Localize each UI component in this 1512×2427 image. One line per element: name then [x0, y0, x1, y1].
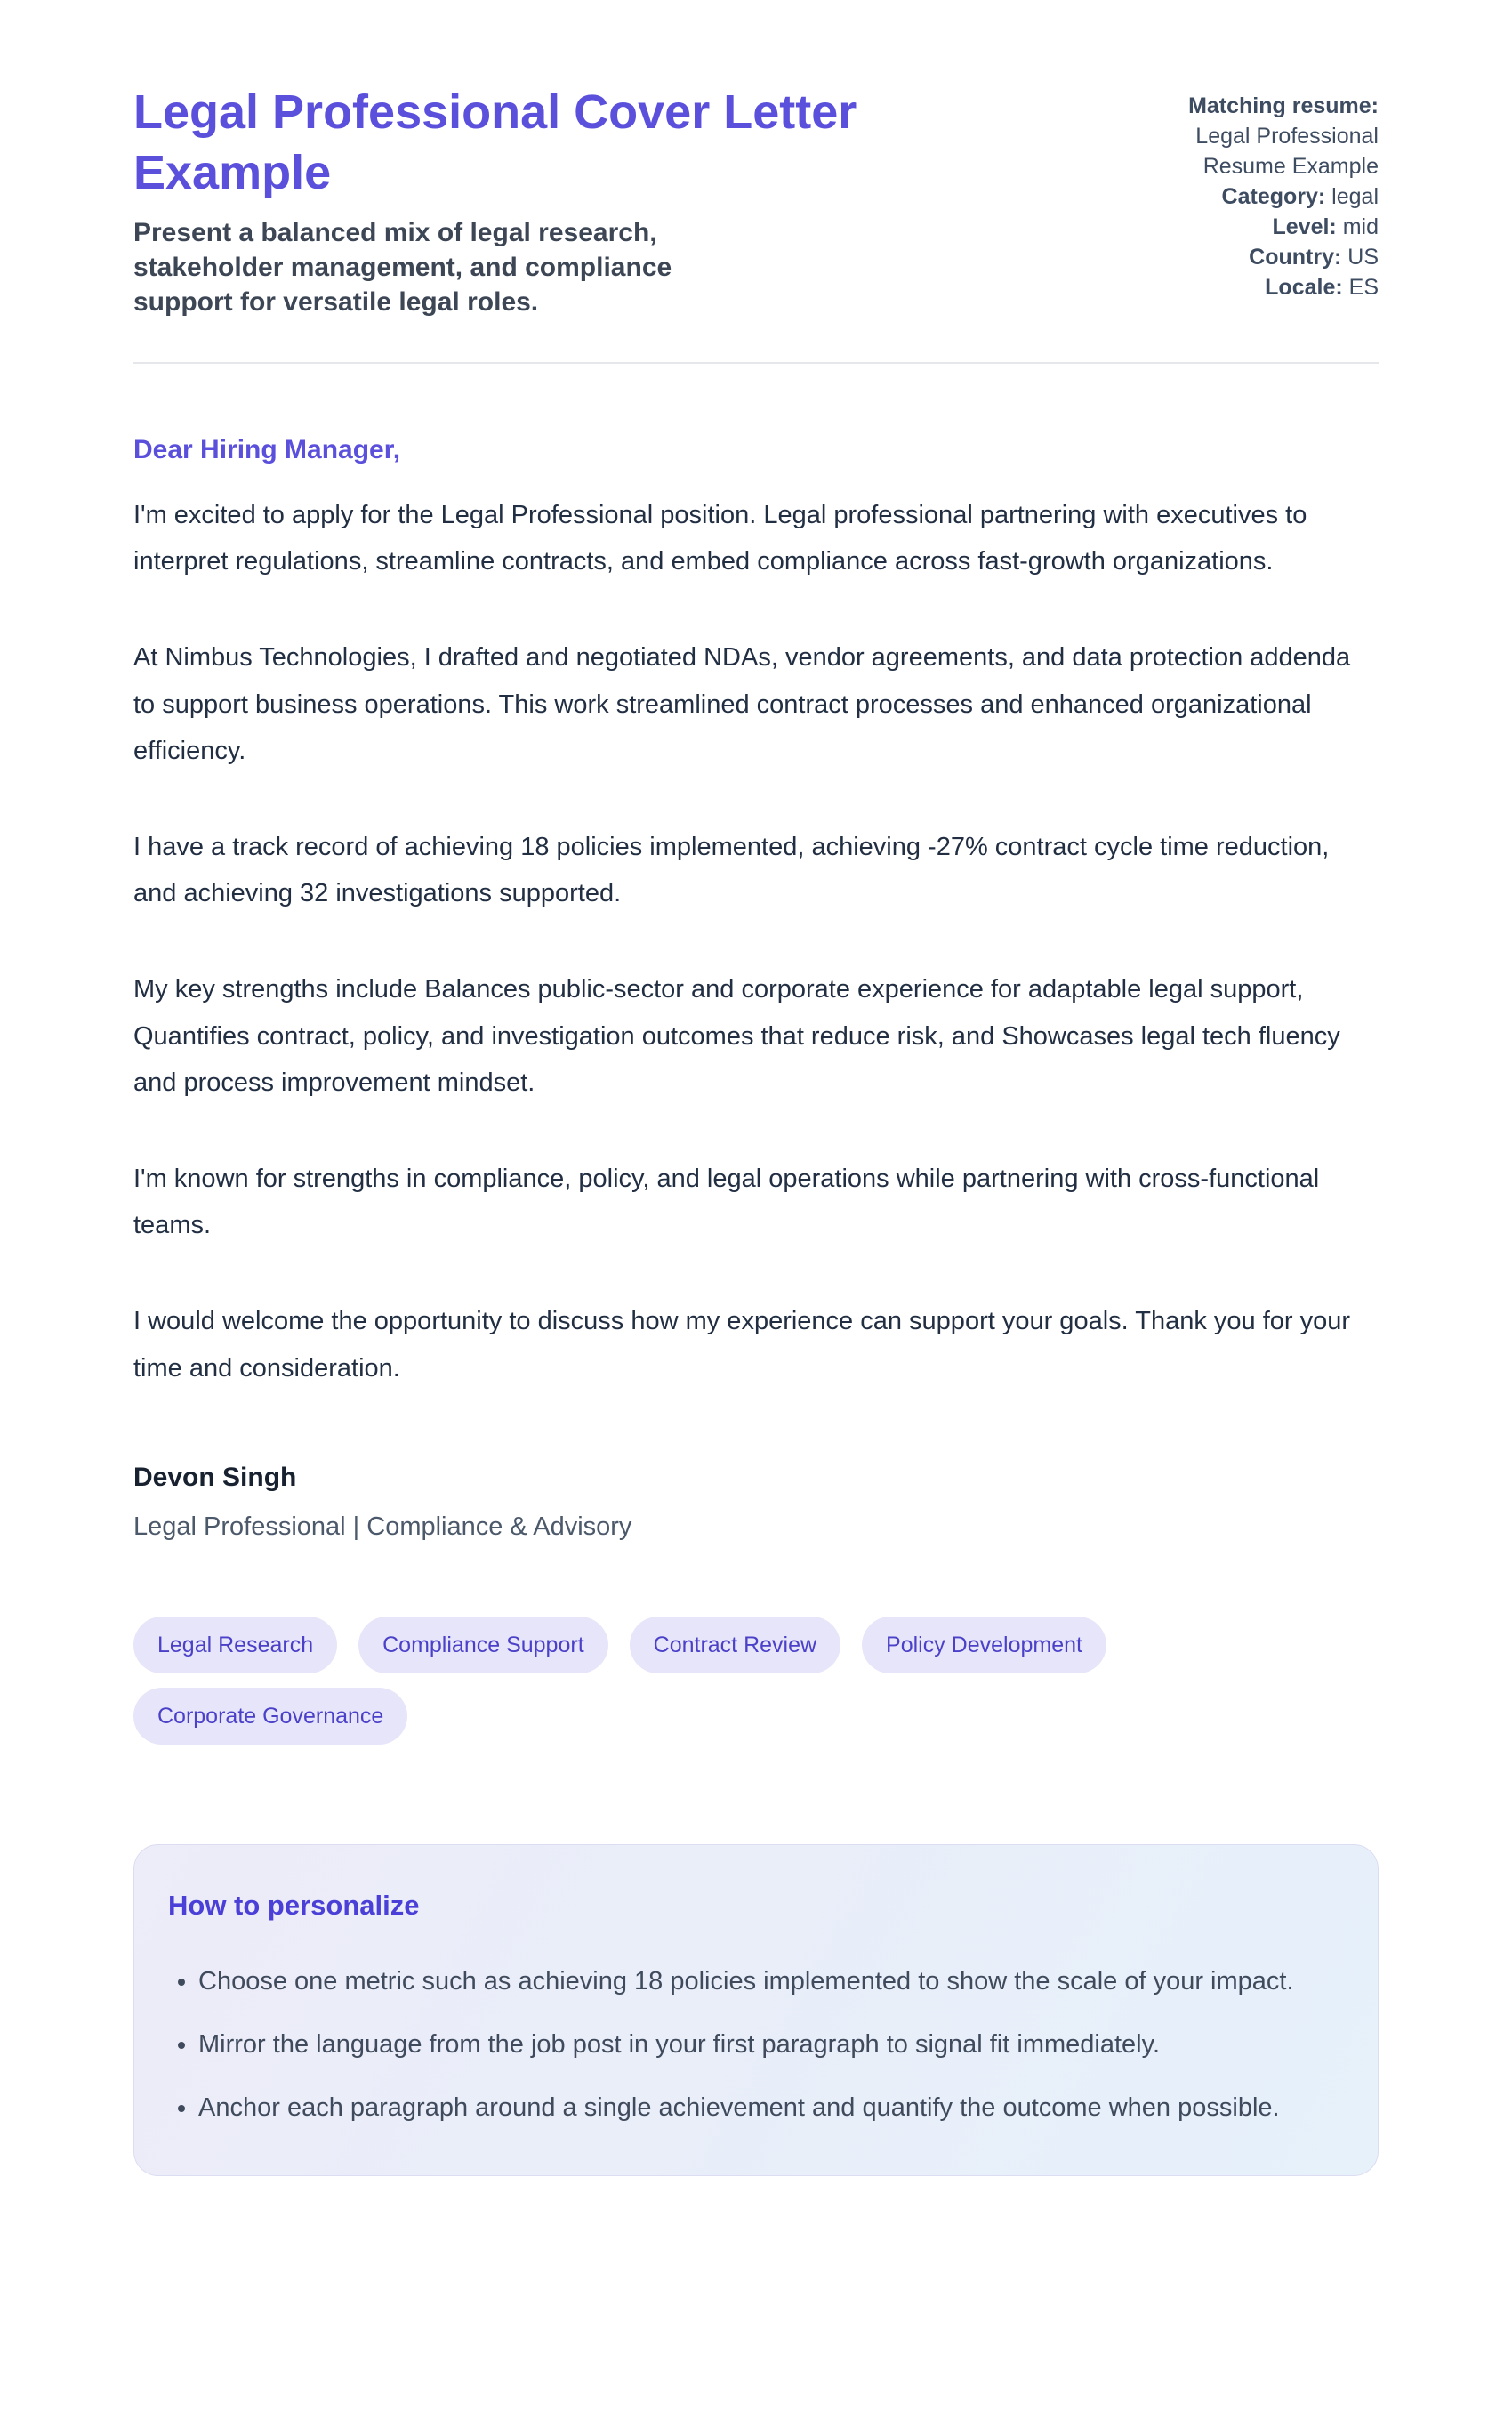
- meta-row-label: Category:: [1221, 184, 1326, 209]
- matching-resume-line: Legal Professional: [1195, 124, 1379, 149]
- meta-row-value: mid: [1342, 214, 1379, 239]
- page-header: [133, 82, 1379, 319]
- personalize-bullet: • Anchor each paragraph around a single achievement and quantify the outcome when possible.: [198, 2085, 1339, 2131]
- letter-paragraph: I'm excited to apply for the Legal Professional position. Legal professional partnering with executives to interpret regulations, streamline contracts, and embed compliance across fast-growth organizations.: [133, 501, 1307, 577]
- page-subtitle: Present a balanced mix of legal research, stakeholder management, and compliance support for versatile legal roles.: [133, 218, 672, 318]
- skill-tag-pill: Legal Research: [133, 1617, 337, 1673]
- letter-paragraph: At Nimbus Technologies, I drafted and negotiated NDAs, vendor agreements, and data protection addenda to support business operations. This work streamlined contract processes and enhanced organizational efficiency.: [133, 643, 1351, 765]
- meta-row: [1188, 212, 1379, 242]
- skill-tag-pill: Policy Development: [862, 1617, 1106, 1673]
- personalize-bullet: • Mirror the language from the job post in your first paragraph to signal fit immediately.: [198, 2022, 1339, 2068]
- meta-row-value: US: [1347, 245, 1379, 270]
- signature-name: Devon Singh: [133, 1462, 297, 1492]
- meta-row-label: Level:: [1272, 214, 1337, 239]
- skill-tag-pill: Contract Review: [630, 1617, 840, 1673]
- matching-resume-lines: [1188, 121, 1379, 181]
- header-title-block: [133, 82, 1032, 319]
- letter-paragraph: My key strengths include Balances public-sector and corporate experience for adaptable legal support, Quantifies contract, policy, and investigation outcomes that reduce risk, and Showcases legal tech fluency and process improvement mindset.: [133, 975, 1340, 1097]
- header-divider: [133, 362, 1379, 364]
- personalize-box: [133, 1844, 1379, 2176]
- page-title: Legal Professional Cover Letter Example: [133, 85, 857, 200]
- letter-paragraph: I'm known for strengths in compliance, policy, and legal operations while partnering with cross-functional teams.: [133, 1164, 1320, 1240]
- meta-row: [1188, 242, 1379, 272]
- meta-row-label: Country:: [1249, 245, 1342, 270]
- resume-meta-block: [1188, 82, 1379, 302]
- letter-paragraph: I would welcome the opportunity to discuss how my experience can support your goals. Thank you for your time and consideration.: [133, 1307, 1351, 1383]
- meta-row-value: legal: [1331, 184, 1379, 209]
- matching-resume-line: Resume Example: [1202, 154, 1379, 179]
- meta-row-value: ES: [1348, 275, 1379, 300]
- skill-tags: [133, 1617, 1236, 1745]
- letter-paragraphs: [133, 492, 1379, 1391]
- meta-rows: [1188, 181, 1379, 302]
- salutation: Dear Hiring Manager,: [133, 435, 401, 465]
- skill-tag-pill: Corporate Governance: [133, 1688, 407, 1745]
- skill-tag-pill: Compliance Support: [358, 1617, 608, 1673]
- personalize-bullet: • Choose one metric such as achieving 18 policies implemented to show the scale of your impact.: [198, 1959, 1339, 2004]
- matching-resume-label: Matching resume:: [1188, 93, 1379, 118]
- personalize-title: How to personalize: [168, 1889, 420, 1921]
- cover-letter-page: [133, 0, 1379, 2262]
- personalize-list: [168, 1959, 1339, 2131]
- letter-body: [133, 435, 1379, 1542]
- signature-role: Legal Professional | Compliance & Advisory: [133, 1512, 632, 1541]
- meta-row-label: Locale:: [1265, 275, 1343, 300]
- meta-row: [1188, 272, 1379, 302]
- letter-paragraph: I have a track record of achieving 18 policies implemented, achieving -27% contract cycle time reduction, and achieving 32 investigations supported.: [133, 833, 1330, 908]
- meta-row: [1188, 181, 1379, 212]
